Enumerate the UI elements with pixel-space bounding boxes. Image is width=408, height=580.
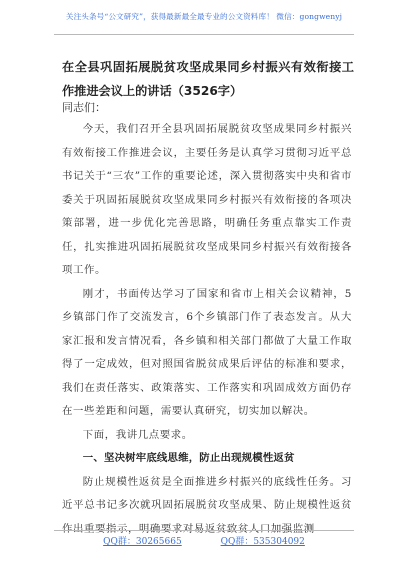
footer-divider (54, 530, 354, 531)
document-title: 在全县巩固拓展脱贫攻坚成果同乡村振兴有效衔接工作推进会议上的讲话（3526字） (62, 60, 354, 98)
body-paragraph: 下面，我讲几点要求。 (82, 428, 193, 441)
qq-group-link-1[interactable]: QQ群：30265665 (103, 537, 182, 547)
section-heading: 一、坚决树牢底线思维，防止出现规模性返贫 (82, 452, 295, 464)
salutation: 同志们： (62, 101, 106, 114)
header-divider (54, 34, 354, 35)
footer-contacts (0, 534, 408, 547)
body-paragraph: 今天，我们召开全县巩固拓展脱贫攻坚成果同乡村振兴有效衔接工作推进会议，主要任务是认真学习贯彻习近平总书记关于“三农”工作的重要论述，深入贯彻落实中央和省市委关于巩固拓展脱贫攻坚成果同乡村振兴有效衔接的各项决策部署，进一步优化完善思路，明确任务重点靠实工作责任，扎实推进巩固拓展脱贫攻坚成果同乡村振兴有效衔接各项工作。 (62, 123, 352, 276)
document-body (62, 118, 352, 541)
qq-group-link-2[interactable]: QQ群：535304092 (220, 537, 305, 547)
header-promo-note: 关注头条号“公文研究”，获得最新最全最专业的公文资料库！ 微信：gongwenyj (65, 12, 343, 21)
body-paragraph: 刚才，书面传达学习了国家和省市上相关会议精神，5乡镇部门作了交流发言，6个乡镇部门作了表态发言。从大家汇报和发言情况看，各乡镇和相关部门都做了大量工作取得了一定成效，但对照国省脱贫成果后评估的标准和要求，我们在责任落实、政策落实、工作落实和巩固成效方面仍存在一些差距和问题，需要认真研究，切实加以解决。 (62, 287, 352, 417)
section-paragraph: 防止规模性返贫是全面推进乡村振兴的底线性任务。习近平总书记多次就巩固拓展脱贫攻坚成果、防止规模性返贫作出重要指示，明确要求对易返贫致贫人口加强监测 (62, 475, 352, 535)
